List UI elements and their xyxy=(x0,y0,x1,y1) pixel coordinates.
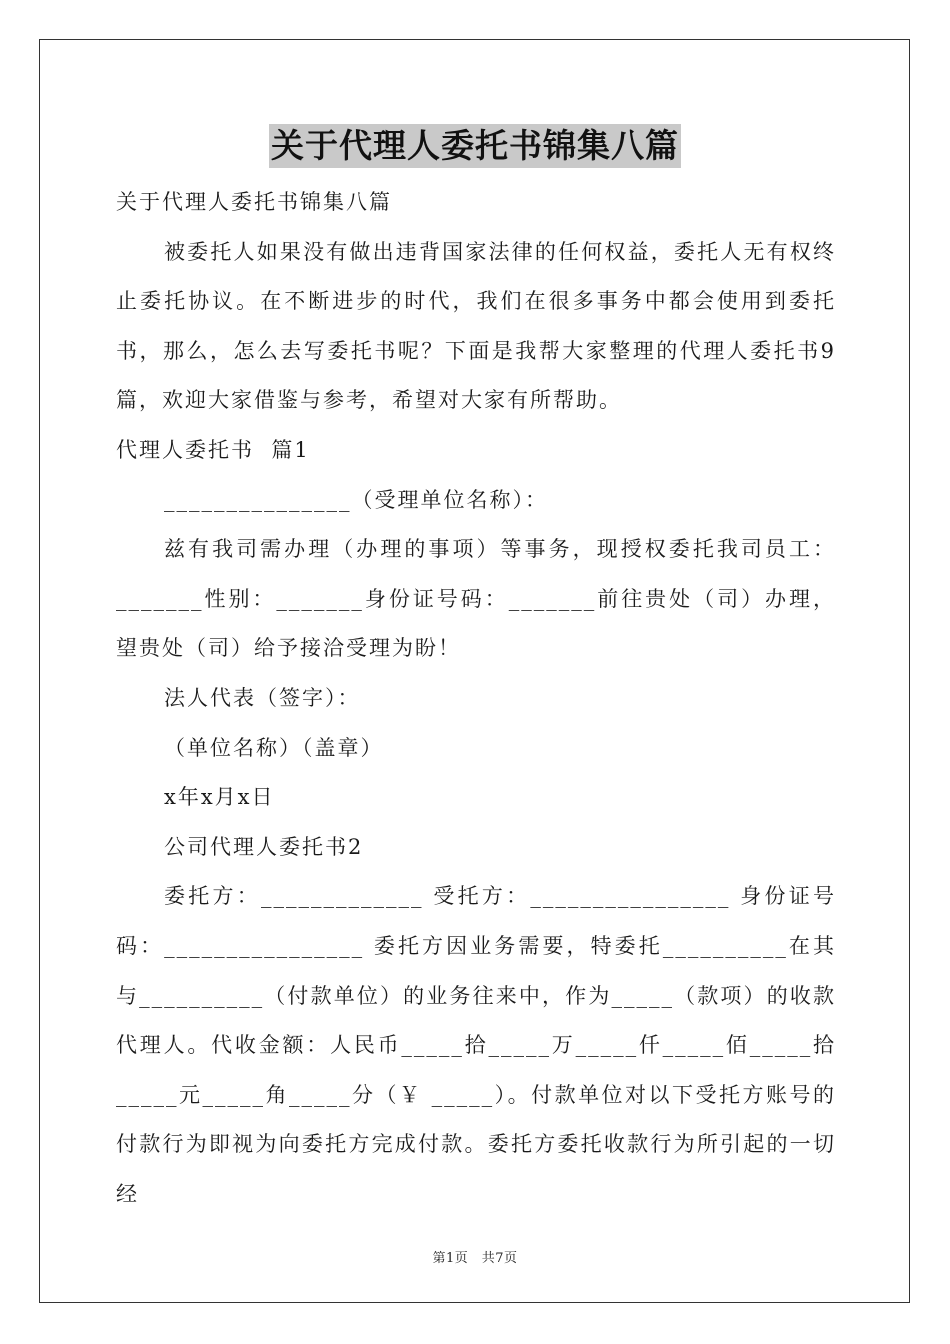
document-title: 关于代理人委托书锦集八篇 xyxy=(269,124,681,168)
recipient-line: _______________（受理单位名称）： xyxy=(164,487,548,512)
document-body xyxy=(116,178,836,1219)
date-line: x年x月x日 xyxy=(164,785,275,810)
legal-rep-signature: 法人代表（签字）： xyxy=(164,685,361,710)
page-footer: 第1页 共7页 xyxy=(432,1251,518,1266)
section-heading-2: 公司代理人委托书2 xyxy=(164,834,364,859)
company-seal: （单位名称）（盖章） xyxy=(164,735,384,760)
authorization-paragraph: 兹有我司需办理（办理的事项）等事务，现授权委托我司员工：_______性别：_______身份证号码：_______前往贵处（司）办理，望贵处（司）给予接洽受理为盼！ xyxy=(116,537,836,661)
subtitle-line: 关于代理人委托书锦集八篇 xyxy=(116,190,392,214)
collection-agreement-paragraph: 委托方：_____________ 受托方：________________ 身份证号码：________________ 委托方因业务需要，特委托__________在其与__________（付款单位）的业务往来中，作为_____（款项）的收款代理人。代收金额：人民币_____拾_____万_____仟_____佰_____拾_____元_____角_____分（￥ _____）。付款单位对以下受托方账号的付款行为即视为向委托方完成付款。委托方委托收款行为所引起的一切经 xyxy=(116,884,836,1206)
intro-paragraph: 被委托人如果没有做出违背国家法律的任何权益，委托人无有权终止委托协议。在不断进步的时代，我们在很多事务中都会使用到委托书，那么，怎么去写委托书呢？下面是我帮大家整理的代理人委托书9篇，欢迎大家借鉴与参考，希望对大家有所帮助。 xyxy=(116,239,836,413)
section-heading-1: 代理人委托书 篇1 xyxy=(116,437,310,462)
title-wrap xyxy=(0,124,950,168)
